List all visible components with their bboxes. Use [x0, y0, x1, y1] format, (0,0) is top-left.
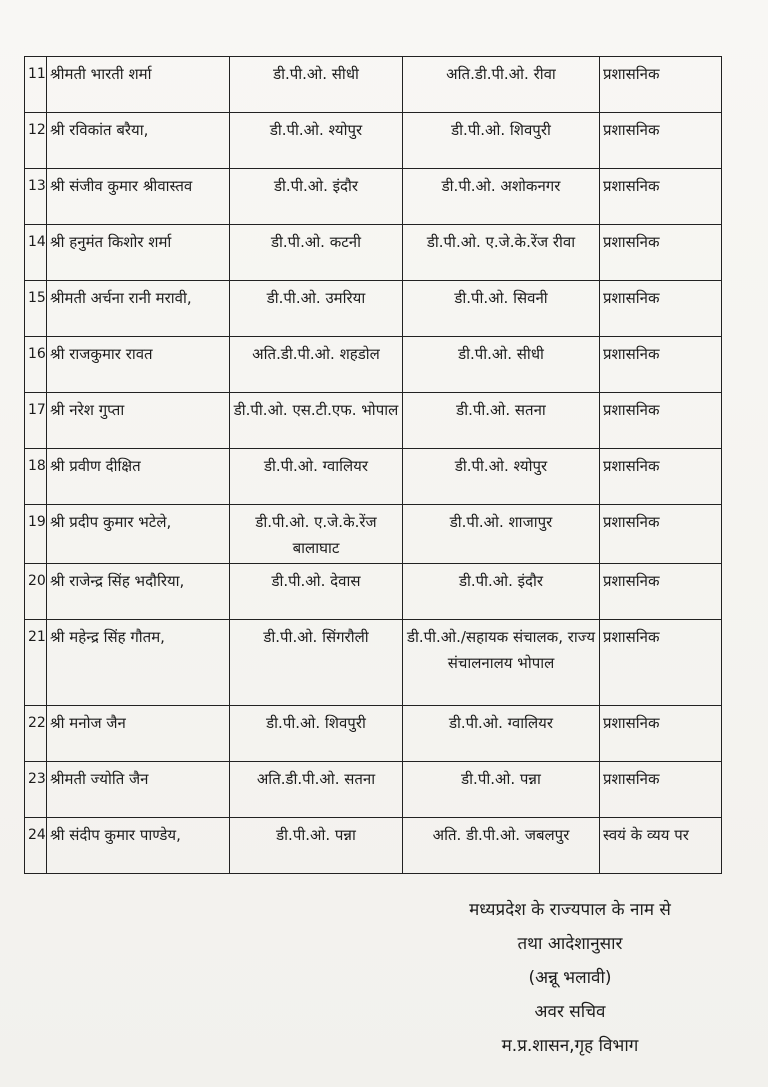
serial-number-cell: 17: [25, 393, 47, 449]
transfer-table: [24, 56, 722, 874]
transfer-reason-cell: प्रशासनिक: [600, 449, 722, 505]
table-row: [25, 762, 722, 818]
table-row: [25, 564, 722, 620]
current-posting-cell: डी.पी.ओ. श्योपुर: [230, 113, 403, 169]
signature-order-line: तथा आदेशानुसार: [517, 934, 623, 954]
officer-name-cell: श्रीमती अर्चना रानी मरावी,: [47, 281, 230, 337]
transfer-reason-cell: प्रशासनिक: [600, 57, 722, 113]
new-posting-cell: डी.पी.ओ. शाजापुर: [403, 505, 600, 564]
serial-number-cell: 19: [25, 505, 47, 564]
new-posting-cell: अति.डी.पी.ओ. रीवा: [403, 57, 600, 113]
transfer-table-body: [25, 57, 722, 874]
officer-name-cell: श्री राजकुमार रावत: [47, 337, 230, 393]
current-posting-cell: डी.पी.ओ. देवास: [230, 564, 403, 620]
serial-number-cell: 14: [25, 225, 47, 281]
current-posting-cell: डी.पी.ओ. उमरिया: [230, 281, 403, 337]
current-posting-cell: डी.पी.ओ. ए.जे.के.रेंज बालाघाट: [230, 505, 403, 564]
current-posting-cell: डी.पी.ओ. ग्वालियर: [230, 449, 403, 505]
table-row: [25, 818, 722, 874]
current-posting-cell: डी.पी.ओ. सीधी: [230, 57, 403, 113]
transfer-reason-cell: प्रशासनिक: [600, 393, 722, 449]
serial-number-cell: 22: [25, 706, 47, 762]
new-posting-cell: डी.पी.ओ. पन्ना: [403, 762, 600, 818]
officer-name-cell: श्री मनोज जैन: [47, 706, 230, 762]
new-posting-cell: डी.पी.ओ. सीधी: [403, 337, 600, 393]
signatory-department: म.प्र.शासन,गृह विभाग: [501, 1036, 639, 1056]
transfer-reason-cell: प्रशासनिक: [600, 337, 722, 393]
transfer-reason-cell: स्वयं के व्यय पर: [600, 818, 722, 874]
table-row: [25, 449, 722, 505]
new-posting-cell: अति. डी.पी.ओ. जबलपुर: [403, 818, 600, 874]
new-posting-cell: डी.पी.ओ. श्योपुर: [403, 449, 600, 505]
signature-block: [410, 893, 730, 1063]
serial-number-cell: 11: [25, 57, 47, 113]
signatory-designation: अवर सचिव: [534, 1002, 606, 1022]
table-row: [25, 706, 722, 762]
transfer-reason-cell: प्रशासनिक: [600, 169, 722, 225]
new-posting-cell: डी.पी.ओ. शिवपुरी: [403, 113, 600, 169]
table-row: [25, 113, 722, 169]
serial-number-cell: 13: [25, 169, 47, 225]
officer-name-cell: श्री प्रवीण दीक्षित: [47, 449, 230, 505]
new-posting-cell: डी.पी.ओ./सहायक संचालक, राज्य संचालनालय भोपाल: [403, 620, 600, 706]
table-row: [25, 505, 722, 564]
current-posting-cell: डी.पी.ओ. कटनी: [230, 225, 403, 281]
table-row: [25, 393, 722, 449]
table-row: [25, 169, 722, 225]
serial-number-cell: 18: [25, 449, 47, 505]
transfer-reason-cell: प्रशासनिक: [600, 505, 722, 564]
table-row: [25, 281, 722, 337]
new-posting-cell: डी.पी.ओ. सिवनी: [403, 281, 600, 337]
new-posting-cell: डी.पी.ओ. इंदौर: [403, 564, 600, 620]
transfer-reason-cell: प्रशासनिक: [600, 225, 722, 281]
serial-number-cell: 16: [25, 337, 47, 393]
serial-number-cell: 20: [25, 564, 47, 620]
current-posting-cell: अति.डी.पी.ओ. शहडोल: [230, 337, 403, 393]
officer-name-cell: श्री राजेन्द्र सिंह भदौरिया,: [47, 564, 230, 620]
table-row: [25, 225, 722, 281]
new-posting-cell: डी.पी.ओ. ग्वालियर: [403, 706, 600, 762]
new-posting-cell: डी.पी.ओ. अशोकनगर: [403, 169, 600, 225]
table-row: [25, 337, 722, 393]
officer-name-cell: श्री संदीप कुमार पाण्डेय,: [47, 818, 230, 874]
current-posting-cell: डी.पी.ओ. एस.टी.एफ. भोपाल: [230, 393, 403, 449]
serial-number-cell: 12: [25, 113, 47, 169]
officer-name-cell: श्री नरेश गुप्ता: [47, 393, 230, 449]
officer-name-cell: श्री हनुमंत किशोर शर्मा: [47, 225, 230, 281]
officer-name-cell: श्रीमती भारती शर्मा: [47, 57, 230, 113]
serial-number-cell: 15: [25, 281, 47, 337]
officer-name-cell: श्रीमती ज्योति जैन: [47, 762, 230, 818]
new-posting-cell: डी.पी.ओ. ए.जे.के.रेंज रीवा: [403, 225, 600, 281]
officer-name-cell: श्री महेन्द्र सिंह गौतम,: [47, 620, 230, 706]
serial-number-cell: 23: [25, 762, 47, 818]
transfer-reason-cell: प्रशासनिक: [600, 113, 722, 169]
signatory-name: (अन्नू भलावी): [528, 968, 612, 988]
transfer-reason-cell: प्रशासनिक: [600, 620, 722, 706]
officer-name-cell: श्री रविकांत बरैया,: [47, 113, 230, 169]
current-posting-cell: अति.डी.पी.ओ. सतना: [230, 762, 403, 818]
officer-name-cell: श्री संजीव कुमार श्रीवास्तव: [47, 169, 230, 225]
transfer-reason-cell: प्रशासनिक: [600, 762, 722, 818]
current-posting-cell: डी.पी.ओ. पन्ना: [230, 818, 403, 874]
transfer-reason-cell: प्रशासनिक: [600, 706, 722, 762]
current-posting-cell: डी.पी.ओ. सिंगरौली: [230, 620, 403, 706]
transfer-reason-cell: प्रशासनिक: [600, 564, 722, 620]
transfer-reason-cell: प्रशासनिक: [600, 281, 722, 337]
current-posting-cell: डी.पी.ओ. शिवपुरी: [230, 706, 403, 762]
officer-name-cell: श्री प्रदीप कुमार भटेले,: [47, 505, 230, 564]
serial-number-cell: 21: [25, 620, 47, 706]
new-posting-cell: डी.पी.ओ. सतना: [403, 393, 600, 449]
serial-number-cell: 24: [25, 818, 47, 874]
table-row: [25, 57, 722, 113]
signature-authority-line: मध्यप्रदेश के राज्यपाल के नाम से: [469, 900, 671, 920]
current-posting-cell: डी.पी.ओ. इंदौर: [230, 169, 403, 225]
table-row: [25, 620, 722, 706]
